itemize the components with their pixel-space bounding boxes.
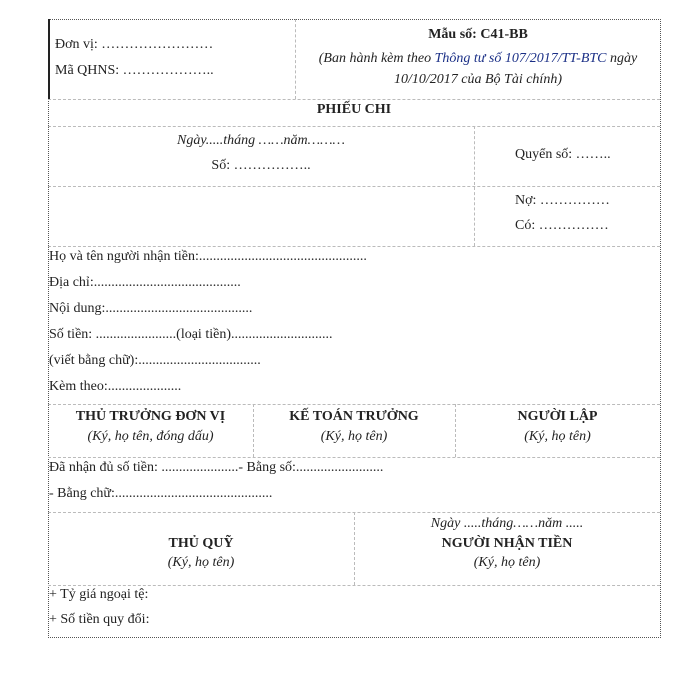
don-vi-field: Đơn vị: …………………… [55, 37, 214, 52]
received-words-field: - Bằng chữ:............................................. [49, 486, 273, 501]
received-amount-field: Đã nhận đủ số tiền: ......................- Bằng số:......................... [49, 460, 384, 475]
issuance-date: 10/10/2017 của Bộ Tài chính) [394, 72, 562, 87]
divider [474, 126, 475, 246]
signature-note: (Ký, họ tên) [524, 429, 591, 444]
recipient-name-field: Họ và tên người nhận tiền:................................................ [49, 249, 367, 264]
so-field: Số: …………….. [211, 158, 311, 173]
co-field: Có: …………… [515, 218, 609, 233]
cashier-title: THỦ QUỸ [168, 536, 234, 551]
receipt-date: Ngày .....tháng……năm ..... [430, 516, 584, 531]
form-code: Mẫu số: C41-BB [428, 27, 528, 42]
no-field: Nợ: …………… [515, 193, 610, 208]
issuance-prefix: (Ban hành kèm theo [318, 51, 435, 66]
recipient-note: (Ký, họ tên) [473, 555, 541, 570]
content-field: Nội dung:.......................................... [49, 301, 253, 316]
recipient-title: NGƯỜI NHẬN TIỀN [441, 536, 573, 551]
signature-title: KẾ TOÁN TRƯỞNG [289, 409, 419, 424]
attachments-field: Kèm theo:..................... [49, 379, 182, 394]
amount-field: Số tiền: .......................(loại tiền)............................. [49, 327, 333, 342]
circular-link[interactable]: Thông tư số 107/2017/TT-BTC [434, 51, 607, 66]
date-line: Ngày.....tháng ……năm……… [176, 133, 346, 148]
page-title: PHIẾU CHI [316, 102, 392, 117]
exchange-rate-field: + Tỷ giá ngoại tệ: [49, 587, 149, 602]
divider [48, 99, 660, 100]
divider [48, 457, 660, 458]
issuance-suffix: ngày [606, 51, 638, 66]
quyen-so-field: Quyển số: …….. [515, 147, 611, 162]
divider [48, 246, 660, 247]
ma-qhns-field: Mã QHNS: ……………….. [55, 63, 214, 78]
converted-amount-field: + Số tiền quy đổi: [49, 612, 150, 627]
signature-note: (Ký, họ tên, đóng dấu) [87, 429, 214, 444]
divider [48, 585, 660, 586]
amount-words-field: (viết bằng chữ):................................... [49, 353, 261, 368]
divider [48, 404, 660, 405]
signature-note: (Ký, họ tên) [320, 429, 388, 444]
left-accent-bar [48, 19, 50, 99]
cashier-note: (Ký, họ tên) [167, 555, 235, 570]
address-field: Địa chỉ:.......................................... [49, 275, 241, 290]
signature-title: THỦ TRƯỞNG ĐƠN VỊ [75, 409, 226, 424]
issuance-note [296, 51, 660, 67]
divider [48, 186, 660, 187]
signature-title: NGƯỜI LẬP [517, 409, 598, 424]
divider [48, 126, 660, 127]
